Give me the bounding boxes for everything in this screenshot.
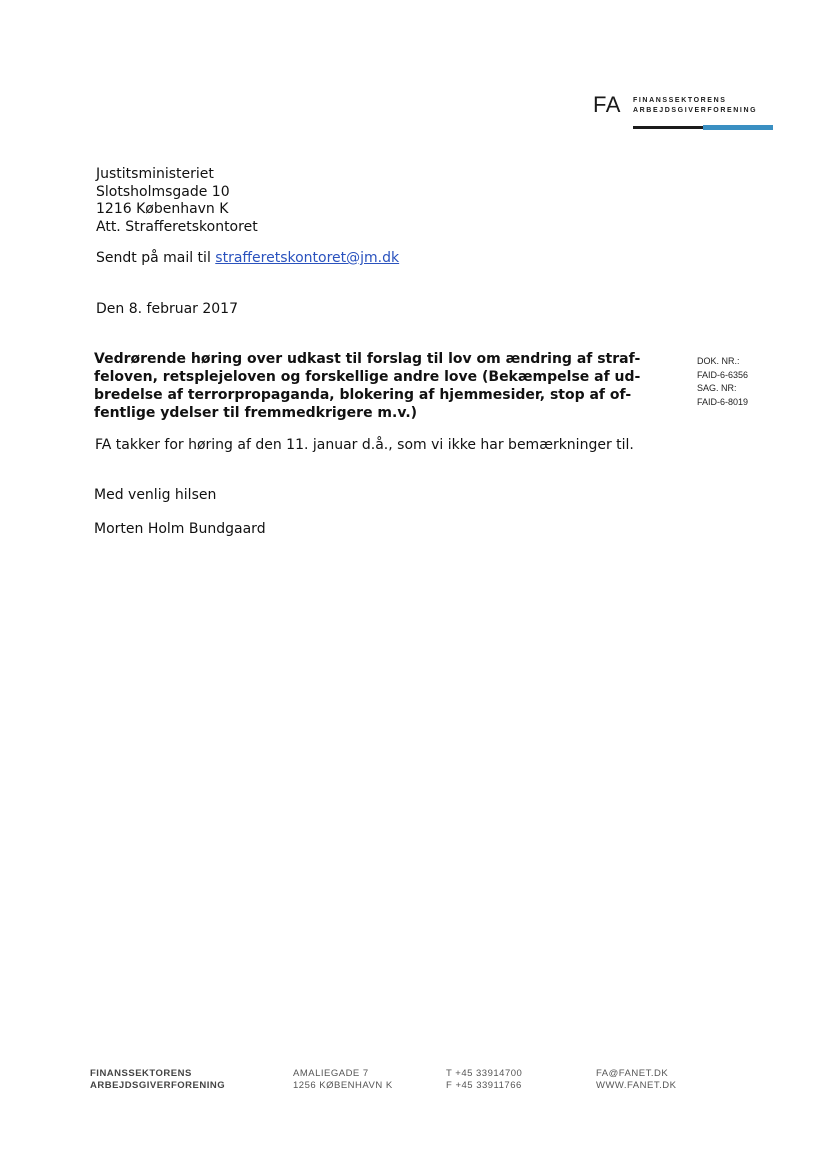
subject-heading [94,350,654,422]
closing-salutation: Med venlig hilsen [94,487,217,503]
logo-bar-accent [703,125,773,130]
footer-organization [90,1068,225,1092]
logo-mark: FA [593,92,621,117]
footer-address-line-1: AMALIEGADE 7 [293,1068,369,1079]
logo-line-1: FINANSSEKTORENS [633,97,727,104]
recipient-line: 1216 København K [96,201,229,217]
subject-line: feloven, retsplejeloven og forskellige andre love (Bekæmpelse af ud- [94,369,641,385]
footer-org-line-1: FINANSSEKTORENS [90,1068,192,1079]
email-link[interactable]: strafferetskontoret@jm.dk [215,250,400,266]
footer-email[interactable]: FA@FANET.DK [596,1068,669,1079]
sag-label: SAG. NR: [697,383,737,393]
letter-body: FA takker for høring af den 11. januar d.å., som vi ikke har bemærkninger til. [95,437,634,453]
footer-org-line-2: ARBEJDSGIVERFORENING [90,1080,226,1091]
sent-via-line [96,250,399,266]
dok-value: FAID-6-6356 [697,369,749,380]
logo-line-2: ARBEJDSGIVERFORENING [633,107,758,114]
sag-value: FAID-6-8019 [697,396,749,407]
footer-address [293,1068,393,1092]
logo-wordmark [633,96,757,116]
subject-line: bredelse af terrorpropaganda, blokering af hjemmesider, stop af of- [94,387,632,403]
recipient-line: Slotsholmsgade 10 [96,183,230,200]
recipient-line: Att. Strafferetskontoret [96,218,258,235]
footer-phone: T +45 33914700 [446,1068,523,1079]
letter-date: Den 8. februar 2017 [96,301,238,317]
footer-address-line-2: 1256 KØBENHAVN K [293,1080,393,1091]
footer-contact-phone [446,1068,522,1092]
footer-web[interactable]: WWW.FANET.DK [596,1080,677,1091]
signer-name: Morten Holm Bundgaard [94,521,266,537]
footer-contact-web [596,1068,676,1092]
document-reference [697,355,748,409]
recipient-line: Justitsministeriet [96,166,214,182]
dok-label: DOK. NR.: [697,356,740,366]
recipient-address [96,166,258,236]
logo-bar-graphic [633,124,773,131]
logo-bar-dark [633,126,703,129]
subject-line: fentlige ydelser til fremmedkrigere m.v.) [94,405,418,421]
sent-via-prefix: Sendt på mail til [96,250,216,266]
footer-fax: F +45 33911766 [446,1080,522,1091]
subject-line: Vedrørende høring over udkast til forslag til lov om ændring af straf- [94,351,641,367]
